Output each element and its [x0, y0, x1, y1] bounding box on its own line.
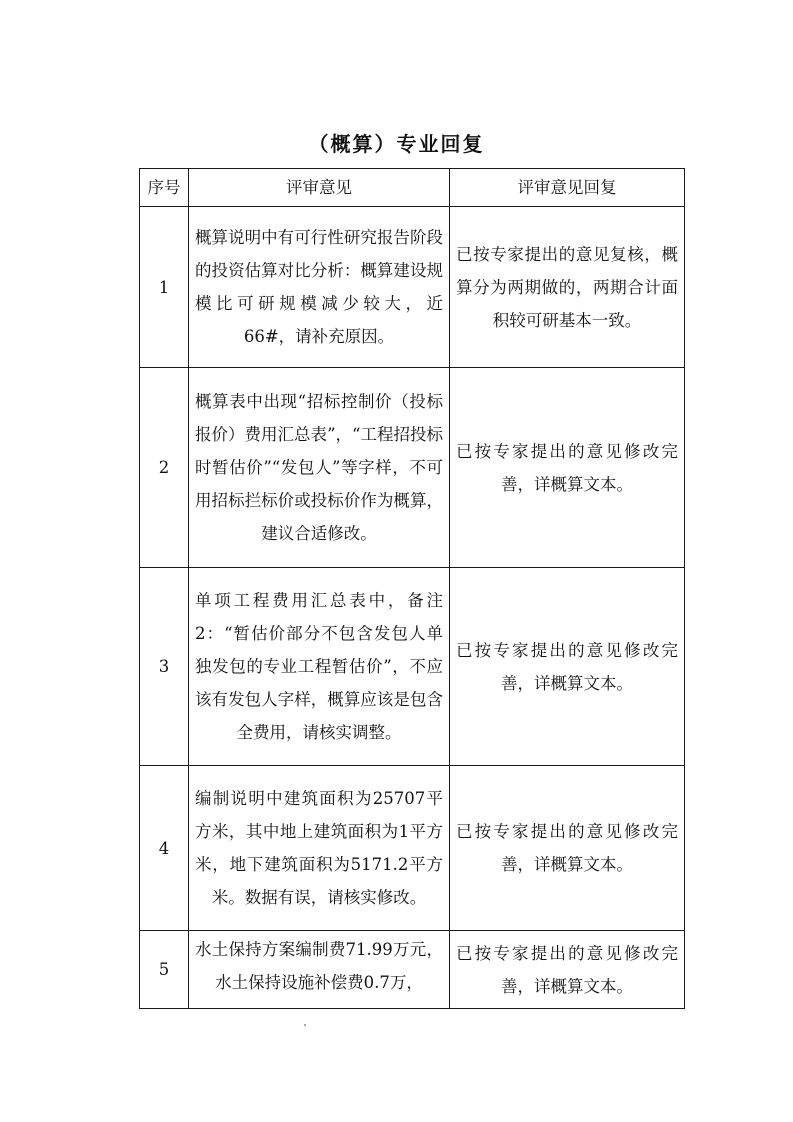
opinion-reply: 已按专家提出的意见修改完善，详概算文本。: [450, 931, 685, 1009]
row-number: 1: [140, 207, 189, 368]
header-reply: 评审意见回复: [450, 169, 685, 207]
opinion-reply: 已按专家提出的意见修改完善，详概算文本。: [450, 766, 685, 931]
table-row: [140, 766, 685, 931]
opinion-reply: 已按专家提出的意见修改完善，详概算文本。: [450, 368, 685, 568]
row-number: 4: [140, 766, 189, 931]
review-opinion: 单项工程费用汇总表中，备注2：“暂估价部分不包含发包人单独发包的专业工程暂估价”，不应该有发包人字样，概算应该是包含全费用，请核实调整。: [189, 568, 450, 766]
table-row: [140, 931, 685, 1009]
review-opinion: 概算说明中有可行性研究报告阶段的投资估算对比分析：概算建设规模比可研规模减少较大，近66#，请补充原因。: [189, 207, 450, 368]
row-number: 2: [140, 368, 189, 568]
header-no: 序号: [140, 169, 189, 207]
review-opinion: 水土保持方案编制费71.99万元，水土保持设施补偿费0.7万，: [189, 931, 450, 1009]
review-opinion: 概算表中出现“招标控制价（投标报价）费用汇总表”，“工程招投标时暂估价”“发包人”等字样，不可用招标拦标价或投标价作为概算，建议合适修改。: [189, 368, 450, 568]
header-opinion: 评审意见: [189, 169, 450, 207]
table-row: [140, 568, 685, 766]
review-opinion: 编制说明中建筑面积为25707平方米，其中地上建筑面积为1平方米，地下建筑面积为5171.2平方米。数据有误，请核实修改。: [189, 766, 450, 931]
table-row: [140, 368, 685, 568]
scan-speck: [304, 1024, 306, 1026]
row-number: 5: [140, 931, 189, 1009]
review-table: [139, 168, 685, 1009]
table-row: [140, 207, 685, 368]
row-number: 3: [140, 568, 189, 766]
opinion-reply: 已按专家提出的意见复核，概算分为两期做的，两期合计面积较可研基本一致。: [450, 207, 685, 368]
opinion-reply: 已按专家提出的意见修改完善，详概算文本。: [450, 568, 685, 766]
table-header-row: [140, 169, 685, 207]
page-title: （概算）专业回复: [308, 132, 485, 156]
